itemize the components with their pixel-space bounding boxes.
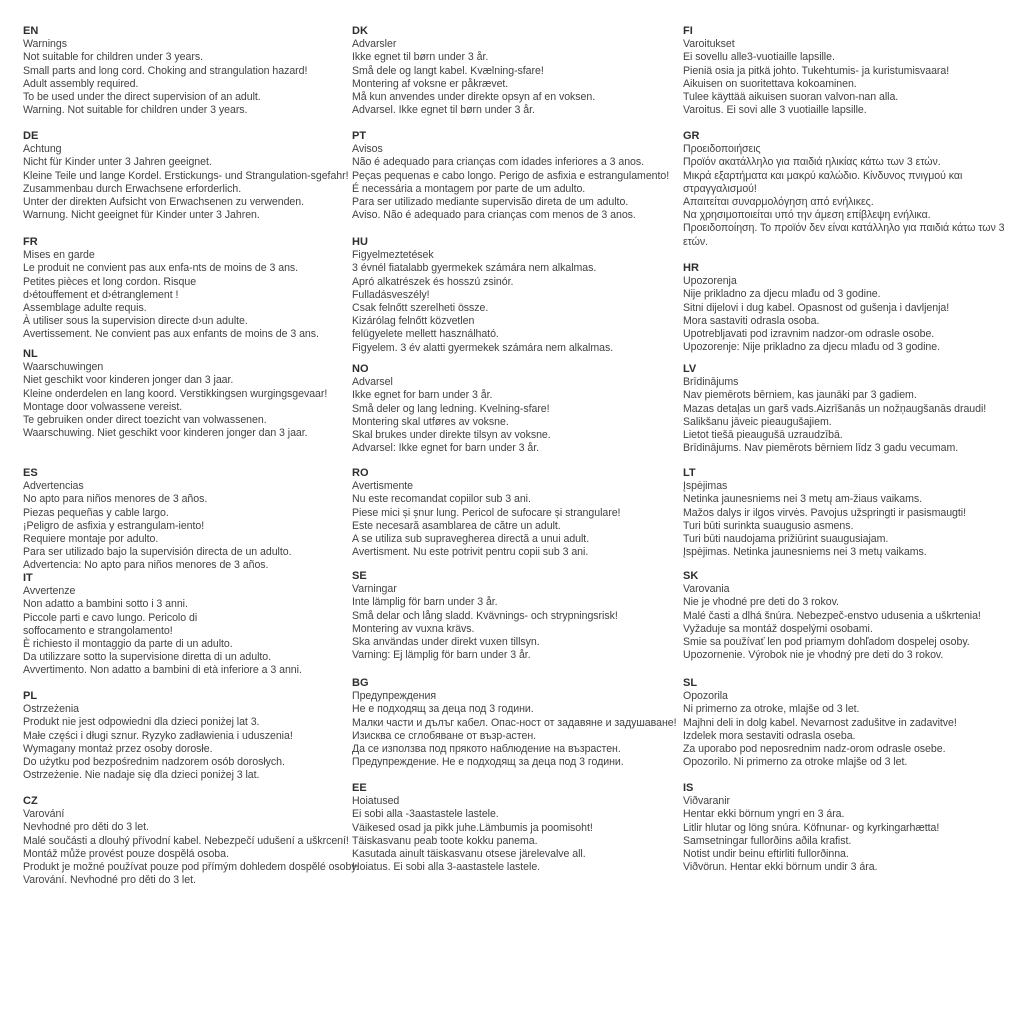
warning-line: Kleine onderdelen en lang koord. Verstikkingsen wurgingsgevaar! (23, 387, 328, 400)
warning-line: Warnings (23, 38, 67, 51)
language-section-SL (683, 677, 957, 769)
warning-line: Viðvaranir (683, 795, 731, 808)
warning-line: Warning. Not suitable for children under 3 years. (23, 104, 248, 117)
warning-line: Montering av vuxna krävs. (352, 622, 475, 635)
warning-line: Warnung. Nicht geeignet für Kinder unter 3 Jahren. (23, 209, 260, 222)
warning-line: Tulee käyttää aikuisen suoran valvon-nan alla. (683, 91, 899, 104)
warning-line: στραγγαλισμού! (683, 182, 757, 195)
warning-line: Advertencia: No apto para niños menores de 3 años. (23, 559, 269, 572)
warning-line: Izdelek mora sestaviti odrasla oseba. (683, 729, 856, 742)
warning-line: A se utiliza sub supravegherea directă a unui adult. (352, 533, 590, 546)
warning-line: Upotrebljavati pod izravnim nadzor-om odrasle osobe. (683, 328, 935, 341)
warning-line: Peças pequenas e cabo longo. Perigo de asfixia e estrangulamento! (352, 169, 670, 182)
warning-line: Not suitable for children under 3 years. (23, 51, 203, 64)
warning-line: Avertismente (352, 480, 414, 493)
warning-line: Adult assembly required. (23, 77, 139, 90)
warning-line: Προειδοποιήσεις (683, 143, 761, 156)
warning-line: Įspėjimas. Netinka jaunesniems nei 3 metų vaikams. (683, 546, 927, 559)
warning-line: Små delar och lång sladd. Kvävnings- och strypningsrisk! (352, 609, 618, 622)
warning-line: Kasutada ainult täiskasvanu otsese järelevalve all. (352, 848, 586, 861)
language-section-ES (23, 467, 291, 573)
warning-line: Produkt nie jest odpowiedni dla dzieci poniżej lat 3. (23, 716, 260, 729)
warning-line: À utiliser sous la supervision directe d›un adulte. (23, 315, 248, 328)
language-section-HR (683, 262, 949, 354)
warning-line: Samsetningar fullorðins aðila krafist. (683, 834, 852, 847)
language-code: GR (683, 130, 700, 142)
language-section-EE (352, 782, 593, 874)
warning-line: Montering skal utføres av voksne. (352, 415, 509, 428)
warning-line: Varningar (352, 583, 397, 596)
warning-line: Nicht für Kinder unter 3 Jahren geeignet. (23, 156, 212, 169)
warning-line: soffocamento e strangolamento! (23, 624, 173, 637)
warning-line: Apró alkatrészek és hosszú zsinór. (352, 275, 514, 288)
warning-line: Turi būti surinkta suaugusio asmens. (683, 519, 854, 532)
language-code: PL (23, 690, 38, 702)
warning-line: Sitni dijelovi i dug kabel. Opasnost od gušenja i davljenja! (683, 301, 950, 314)
language-code: HR (683, 262, 699, 274)
warning-line: Litlir hlutar og löng snúra. Köfnunar- og kyrkingarhætta! (683, 821, 940, 834)
warning-line: Varovania (683, 583, 730, 596)
warning-line: Avertisment. Nu este potrivit pentru copii sub 3 ani. (352, 546, 589, 559)
warning-line: Malé součásti a dlouhý přívodní kabel. Nebezpečí udušení a uškrcení! (23, 834, 349, 847)
warning-line: Advarsler (352, 38, 397, 51)
language-section-GR (683, 130, 1004, 249)
warning-line: Hoiatus. Ei sobi alla 3-aastastele lastele. (352, 861, 541, 874)
warning-line: É necessária a montagem por parte de um adulto. (352, 182, 586, 195)
language-code: HU (352, 236, 368, 248)
warning-line: Ei sovellu alle3-vuotiaille lapsille. (683, 51, 835, 64)
warning-line: Piese mici și șnur lung. Pericol de sufocare și strangulare! (352, 506, 621, 519)
warning-line: felügyelete mellett használható. (352, 328, 499, 341)
language-code: DK (352, 25, 368, 37)
warning-line: Προειδοποίηση. Το προϊόν δεν είναι κατάλληλο για παιδιά κάτω των 3 (683, 222, 1005, 235)
warning-line: Viðvörun. Hentar ekki börnum undir 3 ára. (683, 861, 878, 874)
language-section-LT (683, 467, 966, 559)
warning-line: Salikšanu jāveic pieaugušajiem. (683, 415, 832, 428)
warning-line: Unter der direkten Aufsicht von Erwachsenen zu verwenden. (23, 196, 304, 209)
warning-line: Te gebruiken onder direct toezicht van volwassenen. (23, 414, 267, 427)
warning-line: Advarsel. Ikke egnet til børn under 3 år. (352, 104, 535, 117)
warning-line: Majhni deli in dolg kabel. Nevarnost zadušitve in zadavitve! (683, 716, 957, 729)
language-code: NO (352, 363, 369, 375)
language-code: EN (23, 25, 39, 37)
warning-line: Produkt je možné používat pouze pod přímým dohledem dospělé osoby. (23, 861, 359, 874)
warning-line: Fulladásveszély! (352, 288, 430, 301)
language-section-LV (683, 363, 986, 455)
language-section-SK (683, 570, 981, 662)
language-code: IT (23, 572, 33, 584)
warning-line: Ostrzeżenia (23, 703, 79, 716)
warning-line: Opozorilo. Ni primerno za otroke mlajše od 3 let. (683, 756, 908, 769)
language-section-HU (352, 236, 613, 355)
warning-line: No apto para niños menores de 3 años. (23, 493, 208, 506)
warning-line: Må kun anvendes under direkte opsyn af en voksen. (352, 91, 596, 104)
warning-line: Να χρησιμοποιείται υπό την άμεση επίβλεψη ενήλικα. (683, 209, 931, 222)
warning-line: Ska användas under direkt vuxen tillsyn. (352, 636, 540, 649)
warning-line: Да се използва под прякото наблюдение на възрастен. (352, 743, 621, 756)
language-code: FR (23, 236, 38, 248)
warning-line: Figyelmeztetések (352, 249, 434, 262)
warning-line: Hoiatused (352, 795, 400, 808)
warning-line: Waarschuwing. Niet geschikt voor kinderen jonger dan 3 jaar. (23, 427, 308, 440)
warning-line: Mises en garde (23, 249, 95, 262)
language-section-FI (683, 25, 949, 117)
warning-line: Piezas pequeñas y cable largo. (23, 506, 169, 519)
warning-line: Varning: Ej lämplig för barn under 3 år. (352, 649, 531, 662)
warning-line: Waarschuwingen (23, 361, 104, 374)
warning-line: Små dele og langt kabel. Kvælning-sfare! (352, 64, 544, 77)
warning-line: Vyžaduje sa montáž dospelými osobami. (683, 622, 873, 635)
warning-line: Csak felnőtt szerelheti össze. (352, 302, 489, 315)
language-code: IS (683, 782, 694, 794)
warning-line: Nie je vhodné pre deti do 3 rokov. (683, 596, 839, 609)
warning-line: Nevhodné pro děti do 3 let. (23, 821, 149, 834)
warning-line: Įspėjimas (683, 480, 728, 493)
warning-line: Avvertenze (23, 585, 76, 598)
warning-line: Ikke egnet til børn under 3 år. (352, 51, 489, 64)
language-code: LT (683, 467, 696, 479)
warning-line: To be used under the direct supervision of an adult. (23, 91, 261, 104)
language-code: SE (352, 570, 367, 582)
language-section-CZ (23, 795, 359, 887)
warning-line: Le produit ne convient pas aux enfa-nts de moins de 3 ans. (23, 262, 299, 275)
warning-line: Aviso. Não é adequado para crianças com menos de 3 anos. (352, 209, 636, 222)
warning-line: Изисква се сглобяване от възр-астен. (352, 729, 537, 742)
warning-line: Small parts and long cord. Choking and strangulation hazard! (23, 64, 308, 77)
warning-line: Varování (23, 808, 65, 821)
language-code: CZ (23, 795, 38, 807)
warning-line: Μικρά εξαρτήματα και μακρύ καλώδιο. Κίνδυνος πνιγμού και (683, 169, 963, 182)
language-section-NO (352, 363, 551, 455)
warning-line: Mora sastaviti odrasla osoba. (683, 314, 820, 327)
language-section-DK (352, 25, 595, 117)
warning-line: Ei sobi alla -3aastastele lastele. (352, 808, 499, 821)
warning-line: Montáž může provést pouze dospělá osoba. (23, 847, 229, 860)
warning-line: Не е подходящ за деца под 3 години. (352, 703, 534, 716)
language-code: RO (352, 467, 369, 479)
warning-line: 3 évnél fiatalabb gyermekek számára nem alkalmas. (352, 262, 597, 275)
language-code: SK (683, 570, 699, 582)
warning-line: Non adatto a bambini sotto i 3 anni. (23, 598, 188, 611)
warning-line: Assemblage adulte requis. (23, 302, 147, 315)
warning-line: Turi būti naudojama prižiūrint suaugusiajam. (683, 533, 889, 546)
warning-line: Varování. Nevhodné pro děti do 3 let. (23, 874, 196, 887)
warning-line: Brīdinājums. Nav piemērots bērniem līdz 3 gadu vecumam. (683, 442, 959, 455)
warning-line: Wymagany montaż przez osoby dorosłe. (23, 742, 213, 755)
warning-line: Requiere montaje por adulto. (23, 533, 159, 546)
warning-line: Kleine Teile und lange Kordel. Erstickungs- und Strangulation-sgefahr! (23, 169, 349, 182)
warning-line: Hentar ekki börnum yngri en 3 ára. (683, 808, 845, 821)
warning-line: Piccole parti e cavo lungo. Pericolo di (23, 611, 198, 624)
warning-line: Lietot tiešā pieaugušā uzraudzībā. (683, 429, 843, 442)
language-section-BG (352, 677, 677, 769)
warning-line: Små deler og lang ledning. Kvelning-sfare! (352, 402, 550, 415)
warning-line: Avertissement. Ne convient pas aux enfants de moins de 3 ans. (23, 328, 319, 341)
warning-line: Da utilizzare sotto la supervisione diretta di un adulto. (23, 651, 272, 664)
warning-line: Skal brukes under direkte tilsyn av voksne. (352, 429, 551, 442)
warning-line: Upozorenja (683, 275, 737, 288)
warning-line: Para ser utilizado bajo la supervisión directa de un adulto. (23, 546, 292, 559)
warning-line: Απαιτείται συναρμολόγηση από ενήλικες. (683, 196, 874, 209)
language-code: DE (23, 130, 39, 142)
warning-line: Smie sa používať len pod priamym dohľadom dospelej osoby. (683, 636, 970, 649)
warning-line: Kizárólag felnőtt közvetlen (352, 315, 475, 328)
warning-line: Varoitus. Ei sovi alle 3 vuotiaille lapsille. (683, 104, 867, 117)
language-section-SE (352, 570, 618, 662)
warning-line: Avisos (352, 143, 383, 156)
warning-line: Malé časti a dlhá šnúra. Nebezpeč-enstvo udusenia a uškrtenia! (683, 609, 981, 622)
warning-line: Advarsel (352, 376, 393, 389)
warning-line: Netinka jaunesniems nei 3 metų am-žiaus vaikams. (683, 493, 923, 506)
warning-line: Upozorenje: Nije prikladno za djecu mlađu od 3 godine. (683, 341, 941, 354)
warning-line: Mažos dalys ir ilgos virvės. Pavojus užspringti ir pasismaugti! (683, 506, 966, 519)
warning-line: Este necesară asamblarea de către un adult. (352, 519, 561, 532)
warning-line: Montage door volwassene vereist. (23, 400, 183, 413)
warning-line: Brīdinājums (683, 376, 739, 389)
language-code: ES (23, 467, 38, 479)
warning-line: Małe części i długi sznur. Ryzyko zadławienia i uduszenia! (23, 729, 293, 742)
warning-line: Figyelem. 3 év alatti gyermekek számára nem alkalmas. (352, 341, 614, 354)
language-code: SL (683, 677, 698, 689)
warning-line: Para ser utilizado mediante supervisão direta de um adulto. (352, 196, 629, 209)
warning-line: Προϊόν ακατάλληλο για παιδιά ηλικίας κάτω των 3 ετών. (683, 156, 941, 169)
warning-line: Aikuisen on suoritettava kokoaminen. (683, 77, 857, 90)
warning-line: d›étouffement et d›étranglement ! (23, 288, 179, 301)
warning-line: Advarsel: Ikke egnet for barn under 3 år. (352, 442, 539, 455)
warning-line: Предупреждения (352, 690, 437, 703)
language-section-EN (23, 25, 307, 117)
language-section-IT (23, 572, 302, 678)
warning-line: Ostrzeżenie. Nie nadaje się dla dzieci poniżej 3 lat. (23, 769, 260, 782)
warning-line: Pieniä osia ja pitkä johto. Tukehtumis- ja kuristumisvaara! (683, 64, 950, 77)
column-1 (352, 0, 678, 1024)
warning-line: Za uporabo pod neposrednim nadz-orom odrasle osebe. (683, 743, 946, 756)
warning-line: ετών. (683, 235, 709, 248)
column-2 (683, 0, 1019, 1024)
warning-line: Ni primerno za otroke, mlajše od 3 let. (683, 703, 860, 716)
language-section-IS (683, 782, 939, 874)
language-code: LV (683, 363, 697, 375)
warning-line: Nu este recomandat copiilor sub 3 ani. (352, 493, 531, 506)
language-code: FI (683, 25, 693, 37)
warning-line: Nav piemērots bērniem, kas jaunāki par 3 gadiem. (683, 389, 917, 402)
language-section-RO (352, 467, 620, 559)
language-section-DE (23, 130, 349, 222)
warning-line: Mazas detaļas un garš vads.Aizrīšanās un nožņaugšanās draudi! (683, 402, 987, 415)
column-0 (23, 0, 359, 1024)
warning-line: Opozorila (683, 690, 728, 703)
warning-line: ¡Peligro de asfixia y estrangulam-iento! (23, 519, 205, 532)
warning-line: Advertencias (23, 480, 84, 493)
language-section-PT (352, 130, 669, 222)
warning-line: Notist undir beinu eftirliti fullorðinna. (683, 848, 849, 861)
language-code: NL (23, 348, 38, 360)
language-code: PT (352, 130, 367, 142)
warning-line: Zusammenbau durch Erwachsene erforderlich. (23, 182, 242, 195)
warning-line: Niet geschikt voor kinderen jonger dan 3 jaar. (23, 374, 234, 387)
warning-line: Varoitukset (683, 38, 735, 51)
language-section-PL (23, 690, 293, 782)
language-section-FR (23, 236, 319, 342)
warning-line: È richiesto il montaggio da parte di un adulto. (23, 638, 233, 651)
warning-line: Montering af voksne er påkrævet. (352, 77, 509, 90)
language-code: EE (352, 782, 367, 794)
warning-line: Väikesed osad ja pikk juhe.Lämbumis ja poomisoht! (352, 821, 593, 834)
warning-line: Não é adequado para crianças com idades inferiores a 3 anos. (352, 156, 645, 169)
warning-line: Avvertimento. Non adatto a bambini di età inferiore a 3 anni. (23, 664, 302, 677)
warning-line: Achtung (23, 143, 62, 156)
warning-line: Täiskasvanu peab toote kokku panema. (352, 834, 538, 847)
warning-line: Предупреждение. Не е подходящ за деца под 3 години. (352, 756, 624, 769)
language-section-NL (23, 348, 327, 440)
warning-line: Nije prikladno za djecu mlađu od 3 godine. (683, 288, 881, 301)
warning-line: Petites pièces et long cordon. Risque (23, 275, 197, 288)
warning-line: Upozornenie. Výrobok nie je vhodný pre deti do 3 rokov. (683, 649, 944, 662)
warning-line: Ikke egnet for barn under 3 år. (352, 389, 493, 402)
language-code: BG (352, 677, 369, 689)
warning-line: Inte lämplig för barn under 3 år. (352, 596, 498, 609)
warning-line: Малки части и дълъг кабел. Опас-ност от задавяне и задушаване! (352, 716, 677, 729)
warning-line: Do użytku pod bezpośrednim nadzorem osób dorosłych. (23, 756, 285, 769)
